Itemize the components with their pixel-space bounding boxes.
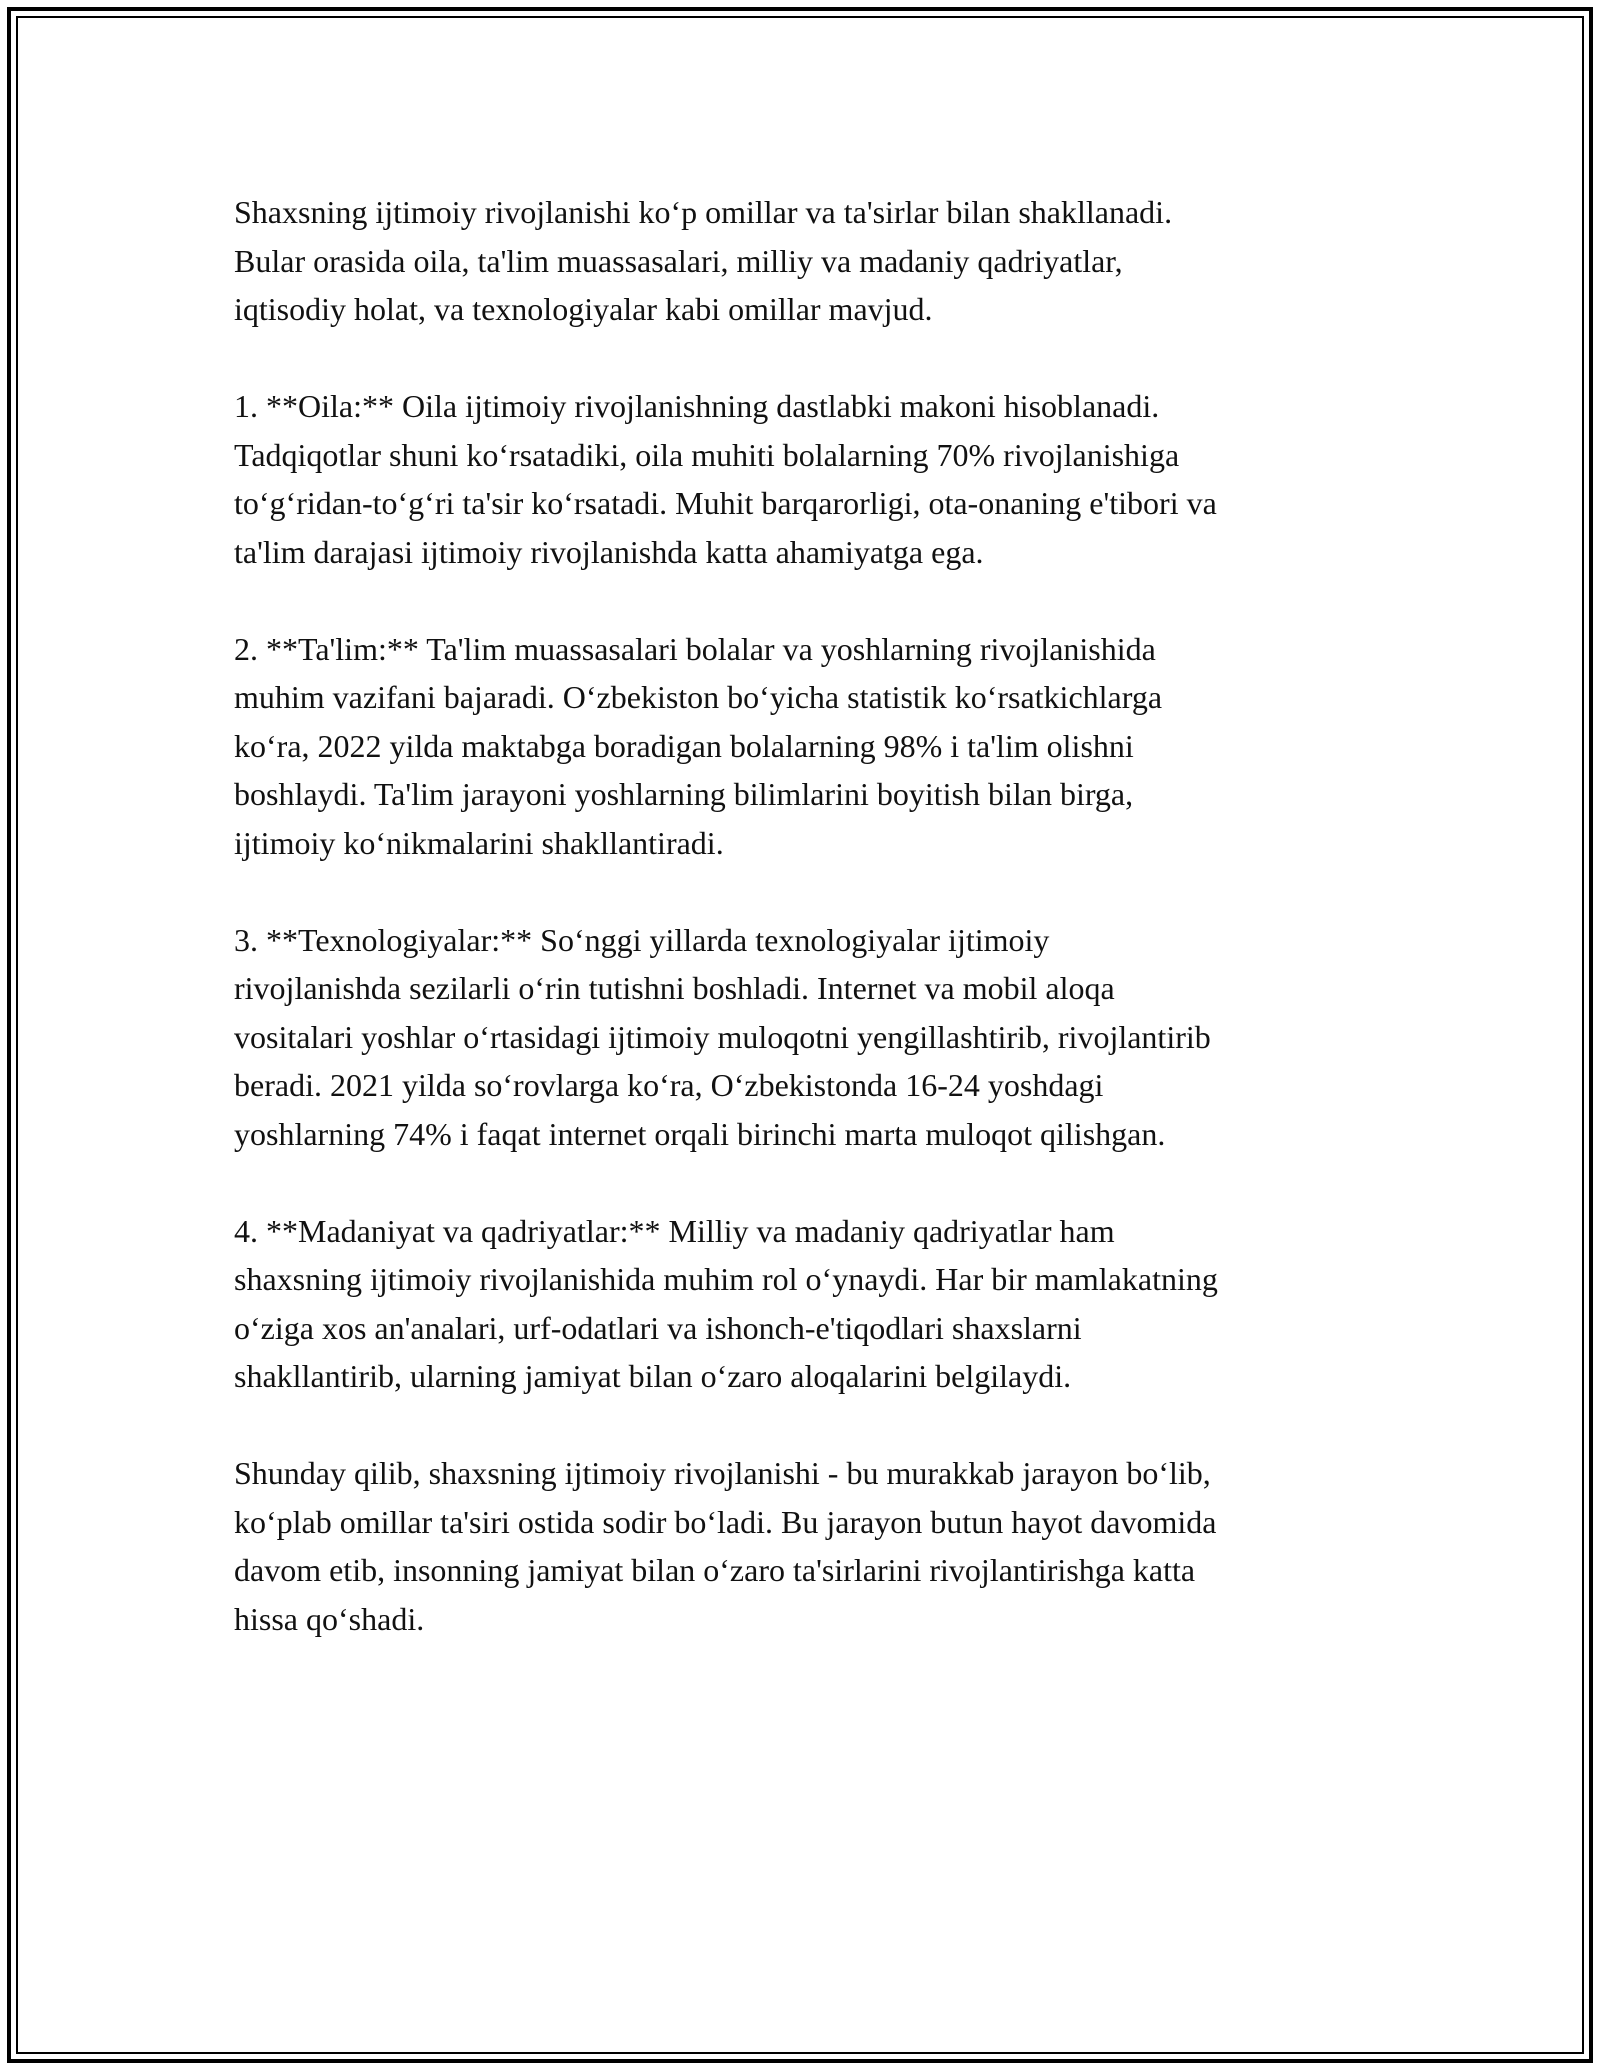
section-madaniyat-paragraph — [234, 1207, 1394, 1401]
text-line: shakllantirib, ularning jamiyat bilan o‘zaro aloqalarini belgilaydi. — [234, 1358, 1072, 1394]
text-line: hissa qo‘shadi. — [234, 1600, 425, 1637]
text-line: ta'lim darajasi ijtimoiy rivojlanishda katta ahamiyatga ega. — [234, 533, 984, 570]
text-line: Shaxsning ijtimoiy rivojlanishi ko‘p omillar va ta'sirlar bilan shakllanadi. — [234, 194, 1173, 230]
text-line: boshlaydi. Ta'lim jarayoni yoshlarning bilimlarini boyitish bilan birga, — [234, 776, 1134, 812]
text-line: yoshlarning 74% i faqat internet orqali birinchi marta muloqot qilishgan. — [234, 1115, 1166, 1152]
text-line: beradi. 2021 yilda so‘rovlarga ko‘ra, O‘zbekistonda 16-24 yoshdagi — [234, 1067, 1104, 1103]
text-line: ko‘ra, 2022 yilda maktabga boradigan bolalarning 98% i ta'lim olishni — [234, 727, 1134, 764]
text-line: Tadqiqotlar shuni ko‘rsatadiki, oila muhiti bolalarning 70% rivojlanishiga — [234, 436, 1180, 473]
text-line: iqtisodiy holat, va texnologiyalar kabi omillar mavjud. — [234, 291, 933, 327]
conclusion-paragraph — [234, 1449, 1394, 1643]
document-body — [234, 188, 1394, 1692]
text-line: 1. **Oila:** Oila ijtimoiy rivojlanishning dastlabki makoni hisoblanadi. — [234, 388, 1160, 424]
text-line: vositalari yoshlar o‘rtasidagi ijtimoiy muloqotni yengillashtirib, rivojlantirib — [234, 1018, 1211, 1055]
text-line: 2. **Ta'lim:** Ta'lim muassasalari bolalar va yoshlarning rivojlanishida — [234, 630, 1156, 667]
section-oila-paragraph — [234, 382, 1394, 576]
text-line: davom etib, insonning jamiyat bilan o‘zaro ta'sirlarini rivojlantirishga katta — [234, 1552, 1196, 1588]
text-line: Bular orasida oila, ta'lim muassasalari, milliy va madaniy qadriyatlar, — [234, 242, 1123, 279]
text-line: o‘ziga xos an'analari, urf-odatlari va ishonch-e'tiqodlari shaxslarni — [234, 1309, 1082, 1346]
text-line: ko‘plab omillar ta'siri ostida sodir bo‘ladi. Bu jarayon butun hayot davomida — [234, 1503, 1217, 1540]
text-line: 4. **Madaniyat va qadriyatlar:** Milliy va madaniy qadriyatlar ham — [234, 1212, 1115, 1249]
text-line: shaxsning ijtimoiy rivojlanishida muhim rol o‘ynaydi. Har bir mamlakatning — [234, 1261, 1218, 1297]
text-line: rivojlanishda sezilarli o‘rin tutishni boshladi. Internet va mobil aloqa — [234, 970, 1115, 1006]
text-line: Shunday qilib, shaxsning ijtimoiy rivojlanishi - bu murakkab jarayon bo‘lib, — [234, 1455, 1211, 1491]
text-line: ijtimoiy ko‘nikmalarini shakllantiradi. — [234, 824, 724, 861]
section-texnologiyalar-paragraph — [234, 916, 1394, 1159]
text-line: muhim vazifani bajaradi. O‘zbekiston bo‘yicha statistik ko‘rsatkichlarga — [234, 679, 1163, 715]
text-line: to‘g‘ridan-to‘g‘ri ta'sir ko‘rsatadi. Muhit barqarorligi, ota-onaning e'tibori va — [234, 485, 1217, 521]
text-line: 3. **Texnologiyalar:** So‘nggi yillarda texnologiyalar ijtimoiy — [234, 921, 1050, 958]
intro-paragraph — [234, 188, 1394, 334]
section-talim-paragraph — [234, 625, 1394, 868]
